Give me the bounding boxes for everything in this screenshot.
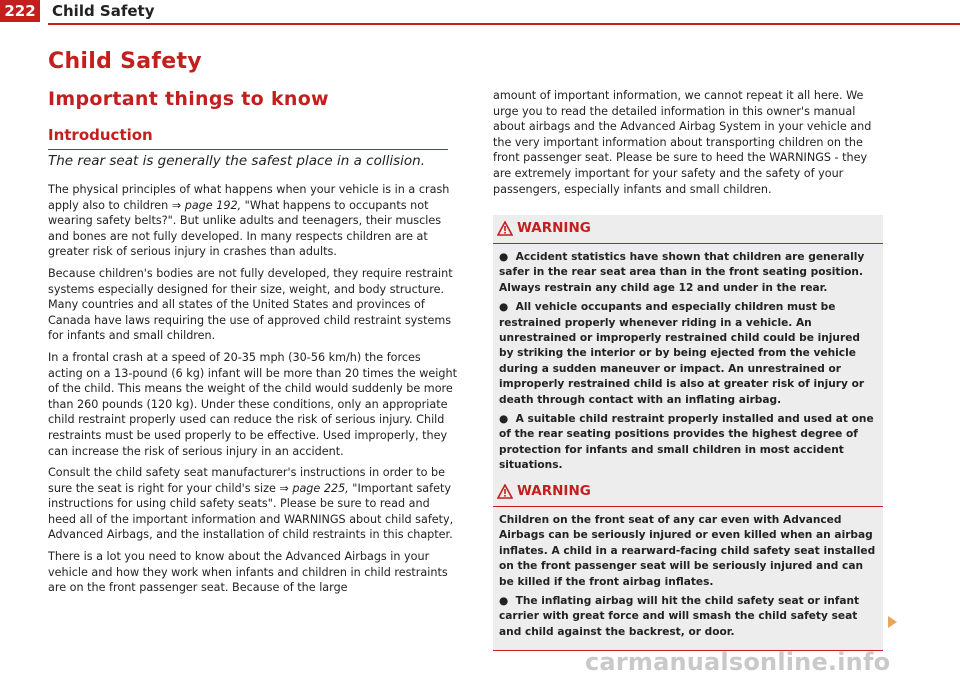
- right-column: [493, 88, 883, 197]
- page-reference-link[interactable]: ⇒ page 192,: [171, 198, 242, 212]
- warning-body: [493, 507, 883, 650]
- warning-intro: Children on the front seat of any car even with Advanced Airbags can be seriously injured or even killed when an airbag inflates. A child in a rearward-facing child safety seat installed on the front passenger seat will be seriously injured and can be killed if the front airbag inflates.: [499, 514, 876, 588]
- warning-item: ● A suitable child restraint properly installed and used at one of the rear seating positions provides the highest degree of protection for infants and small children in most accident situations.: [499, 413, 874, 472]
- warning-triangle-icon: [497, 221, 513, 236]
- bullet-icon: ●: [499, 413, 509, 426]
- warning-header: [493, 215, 883, 244]
- subsection-heading: Introduction: [48, 126, 153, 144]
- paragraph: There is a lot you need to know about the Advanced Airbags in your vehicle and how they work when infants and children in child restraints are on the front passenger seat. Because of the large: [48, 550, 448, 595]
- warning-title: WARNING: [517, 483, 591, 499]
- lead-sentence: The rear seat is generally the safest place in a collision.: [48, 153, 426, 169]
- bullet-icon: ●: [499, 251, 509, 263]
- left-column: [48, 182, 458, 602]
- warning-header: [493, 478, 883, 507]
- paragraph: amount of important information, we cannot repeat it all here. We urge you to read the detailed information in this owner's manual about airbags and the Advanced Airbag System in your vehicle and the very important information about transporting children on the front passenger seat. Please be sure to heed the WARNINGS - they are extremely important for your safety and the safety of your passengers, especially infants and small children.: [493, 89, 872, 196]
- page-number: 222: [0, 0, 40, 22]
- bullet-icon: ●: [499, 595, 509, 608]
- header-section-title: Child Safety: [52, 2, 155, 20]
- warning-triangle-icon: [497, 484, 513, 499]
- paragraph: In a frontal crash at a speed of 20-35 mph (30-56 km/h) the forces acting on a 13-pound (6 kg) infant will be more than 20 times the weight of the child. This means the weight of the child would suddenly be more than 260 pounds (120 kg). Under these conditions, only an appropriate child restraint properly used can reduce the risk of serious injury. Child restraints must be used properly to be effective. Used improperly, they can increase the risk of serious injury in an accident.: [48, 350, 457, 458]
- continue-arrow-icon: [888, 616, 897, 628]
- section-title: Important things to know: [48, 88, 329, 110]
- warning-item: ● All vehicle occupants and especially children must be restrained properly whenever riding in a vehicle. An unrestrained or improperly restrained child could be injured by striking the interior or by being ejected from the vehicle during a sudden maneuver or impact. An unrestrained or improperly restrained child is also at greater risk of injury or death through contact with an inflating airbag.: [499, 301, 865, 406]
- paragraph: Because children's bodies are not fully developed, they require restraint systems especially designed for their size, weight, and body structure. Many countries and all states of the United States and provinces of Canada have laws requiring the use of approved child restraint systems for infants and small children.: [48, 266, 453, 343]
- page-reference-link[interactable]: ⇒ page 225,: [279, 481, 349, 495]
- paragraph: The physical principles of what happens when your vehicle is in a crash apply also to children ⇒ page 192, "What happens to occupants not wearing safety belts?". But unlike adults and teenagers, their muscles and bones are not fully developed. In many respects children are at greater risk of serious injury in crashes than adults.: [48, 183, 450, 259]
- header-rule: [48, 23, 960, 25]
- watermark: carmanualsonline.info: [585, 648, 891, 676]
- paragraph: Consult the child safety seat manufacturer's instructions in order to be sure the seat is right for your child's size ⇒ page 225, "Important safety instructions for using child safety seats". Please be sure to read and heed all of the important information and WARNINGS about child safety, Advanced Airbags, and the installation of child restraints in this chapter.: [48, 466, 454, 542]
- warning-title: WARNING: [517, 220, 591, 236]
- warning-body: [493, 244, 883, 484]
- warning-item: ● Accident statistics have shown that children are generally safer in the rear seat area than in the front seating position. Always restrain any child age 12 and under in the rear.: [499, 251, 865, 294]
- bullet-icon: ●: [499, 301, 509, 314]
- warning-box: [493, 215, 883, 485]
- chapter-title: Child Safety: [48, 49, 202, 74]
- warning-item: ● The inflating airbag will hit the child safety seat or infant carrier with great force and will smash the child safety seat and child against the backrest, or door.: [499, 595, 860, 638]
- page-header: [0, 0, 960, 26]
- subsection-rule: [48, 149, 448, 150]
- warning-box: [493, 478, 883, 651]
